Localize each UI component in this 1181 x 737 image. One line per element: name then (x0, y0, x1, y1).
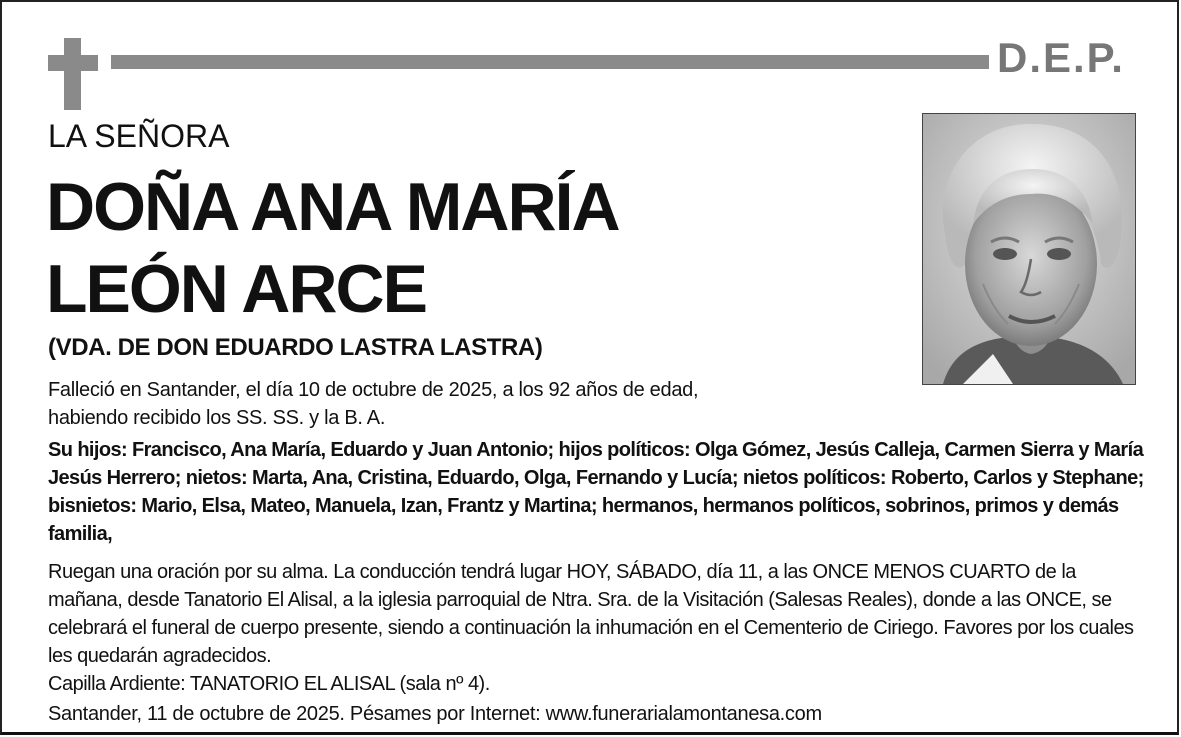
widow-note: (VDA. DE DON EDUARDO LASTRA LASTRA) (48, 334, 543, 361)
chapel-line: Capilla Ardiente: TANATORIO EL ALISAL (sala nº 4). (48, 673, 490, 695)
family-list: Su hijos: Francisco, Ana María, Eduardo y Juan Antonio; hijos políticos: Olga Gómez, Jesús Calleja, Carmen Sierra y María Jesús Herrero; nietos: Marta, Ana, Cristina, Eduardo, Olga, Fernando y Lucía; nietos políticos: Roberto, Carlos y Stephane; bisnietos: Mario, Elsa, Mateo, Manuela, Izan, Frantz y Martina; hermanos, hermanos políticos, sobrinos, primos y demás familia, (48, 439, 1144, 545)
prayer-paragraph: Ruegan una oración por su alma. La conducción tendrá lugar HOY, SÁBADO, día 11, a las ONCE MENOS CUARTO de la mañana, desde Tanatorio El Alisal, a la iglesia parroquial de Ntra. Sra. de la Visitación (Salesas Reales), donde a las ONCE, se celebrará el funeral de cuerpo presente, siendo a continuación la inhumación en el Cementerio de Ciriego. Favores por los cuales les quedarán agradecidos. (48, 561, 1134, 667)
funeral-details (48, 558, 1148, 698)
deceased-prefix: LA SEÑORA (48, 118, 230, 154)
header-rule (111, 55, 989, 69)
deceased-name-line2: LEÓN ARCE (46, 251, 426, 327)
dep-label: D.E.P. (997, 34, 1125, 81)
deceased-name-line1: DOÑA ANA MARÍA (46, 169, 619, 245)
portrait-photo (922, 113, 1136, 385)
death-line-1: Falleció en Santander, el día 10 de octubre de 2025, a los 92 años de edad, (48, 379, 699, 401)
deceased-name (46, 166, 619, 330)
footer-line: Santander, 11 de octubre de 2025. Pésames por Internet: www.funerarialamontanesa.com (48, 703, 822, 725)
death-statement (48, 376, 828, 432)
cross-icon (48, 38, 98, 110)
death-line-2: habiendo recibido los SS. SS. y la B. A. (48, 407, 386, 429)
